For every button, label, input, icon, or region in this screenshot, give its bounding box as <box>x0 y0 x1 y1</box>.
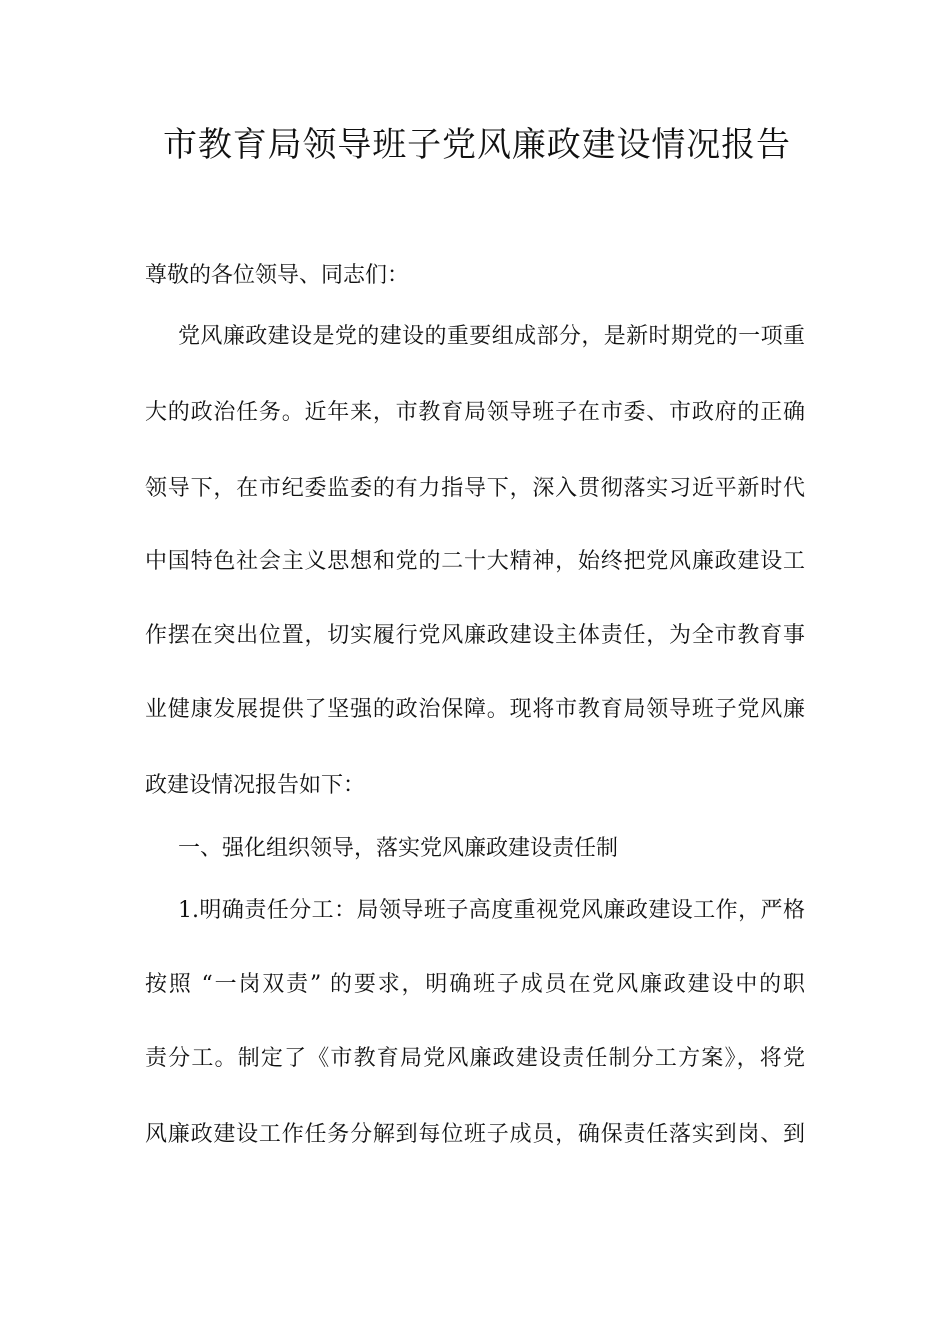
paragraph-line: 按照 “一岗双责” 的要求，明确班子成员在党风廉政建设中的职 <box>145 972 805 997</box>
document-title: 市教育局领导班子党风廉政建设情况报告 <box>163 125 790 165</box>
section-heading: 一、强化组织领导，落实党风廉政建设责任制 <box>178 836 619 861</box>
paragraph-line: 党风廉政建设是党的建设的重要组成部分，是新时期党的一项重 <box>178 324 805 349</box>
paragraph-line: 中国特色社会主义思想和党的二十大精神，始终把党风廉政建设工 <box>145 549 805 574</box>
salutation: 尊敬的各位领导、同志们： <box>145 263 410 288</box>
paragraph-line: 1.明确责任分工：局领导班子高度重视党风廉政建设工作，严格 <box>178 898 805 923</box>
paragraph-line: 业健康发展提供了坚强的政治保障。现将市教育局领导班子党风廉 <box>145 697 805 722</box>
paragraph-line: 作摆在突出位置，切实履行党风廉政建设主体责任，为全市教育事 <box>145 623 805 648</box>
paragraph-line: 政建设情况报告如下： <box>145 773 366 798</box>
paragraph-line: 风廉政建设工作任务分解到每位班子成员，确保责任落实到岗、到 <box>145 1122 805 1147</box>
paragraph-line: 大的政治任务。近年来，市教育局领导班子在市委、市政府的正确 <box>145 400 805 425</box>
paragraph-line: 领导下，在市纪委监委的有力指导下，深入贯彻落实习近平新时代 <box>145 476 805 501</box>
paragraph-line: 责分工。制定了《市教育局党风廉政建设责任制分工方案》，将党 <box>145 1046 805 1071</box>
